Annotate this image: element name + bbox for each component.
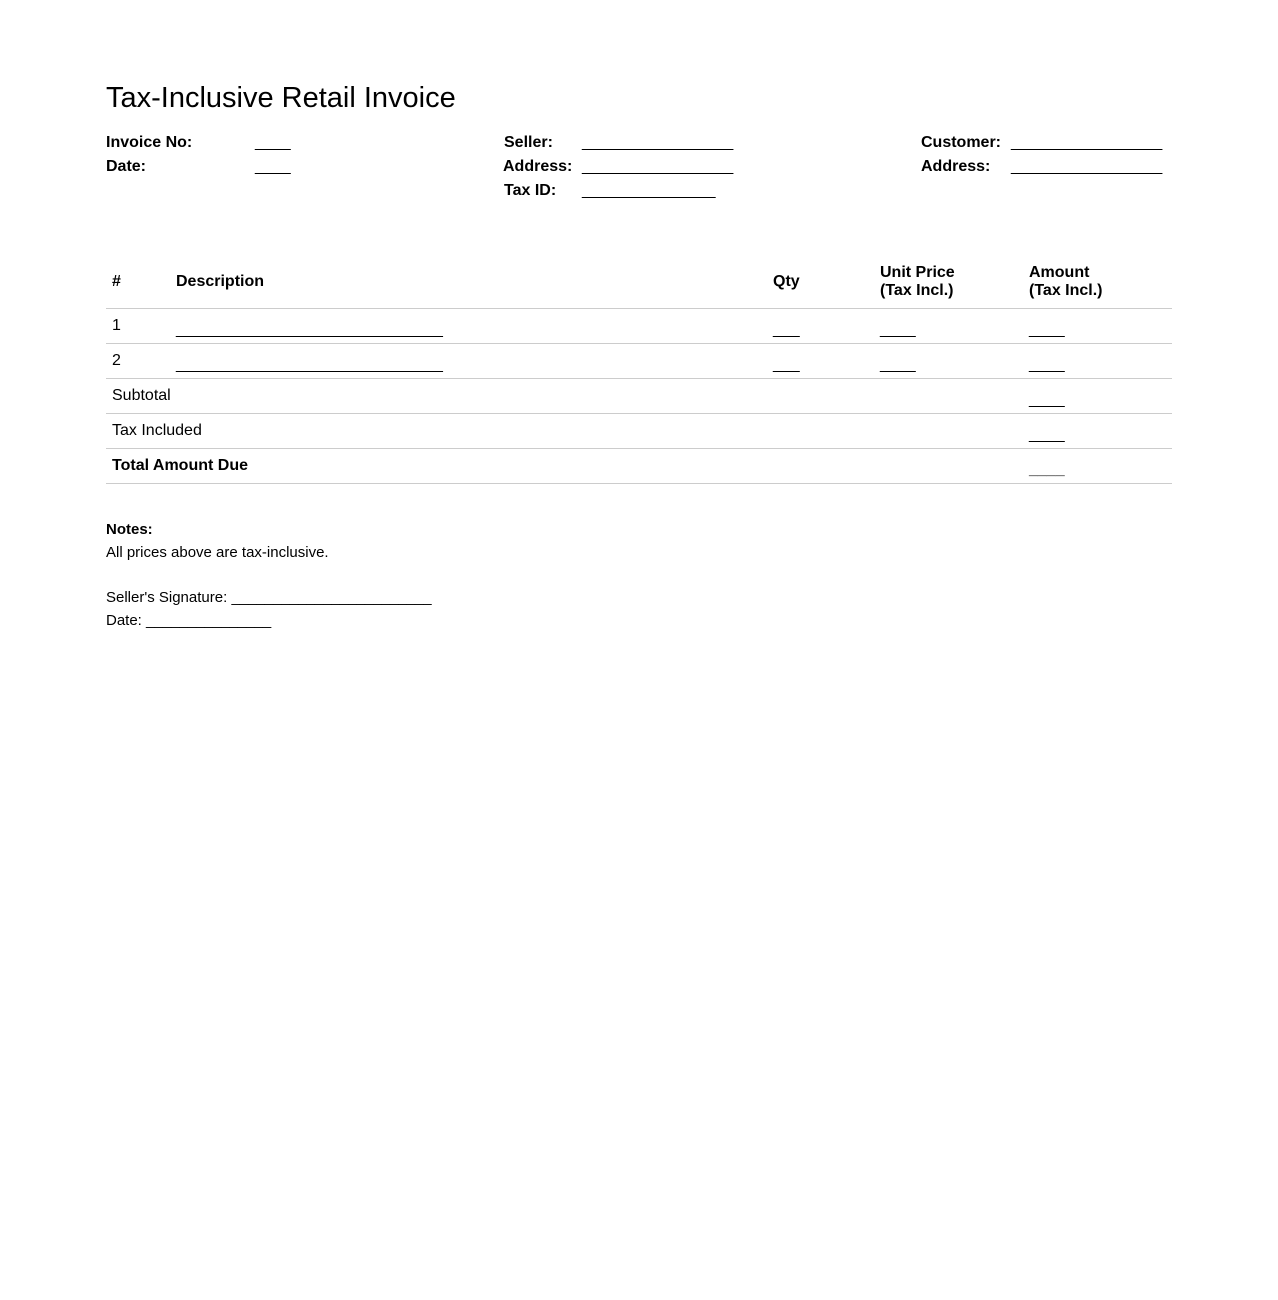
col-unit-price-line2: (Tax Incl.) — [880, 282, 954, 299]
customer-address-label: Address: — [921, 158, 991, 175]
row-num: 2 — [106, 344, 170, 379]
col-unit-price-line1: Unit Price — [880, 264, 955, 281]
total-label: Total Amount Due — [106, 449, 1023, 484]
total-row — [106, 449, 1172, 484]
col-num: # — [112, 273, 121, 290]
tax-label: Tax Included — [106, 414, 1023, 449]
seller-address-label: Address: — [503, 158, 573, 175]
amount-field[interactable]: ____ — [1029, 321, 1065, 338]
seller-label: Seller: — [504, 134, 553, 151]
signature-field[interactable]: ________________________ — [231, 589, 432, 606]
table-row — [106, 309, 1172, 344]
subtotal-label: Subtotal — [106, 379, 1023, 414]
col-amount-line2: (Tax Incl.) — [1029, 282, 1103, 299]
description-field[interactable]: ______________________________ — [176, 321, 443, 338]
signature-label: Seller's Signature: — [106, 589, 228, 606]
tax-row — [106, 414, 1172, 449]
invoice-no-field[interactable]: ____ — [255, 134, 291, 151]
unit-price-field[interactable]: ____ — [880, 321, 916, 338]
subtotal-row — [106, 379, 1172, 414]
tax-field[interactable]: ____ — [1029, 426, 1065, 443]
col-description: Description — [176, 273, 265, 290]
notes-section — [106, 518, 432, 632]
seller-address-field[interactable]: _________________ — [582, 158, 734, 175]
customer-field[interactable]: _________________ — [1011, 134, 1163, 151]
page-title: Tax-Inclusive Retail Invoice — [106, 82, 456, 114]
sign-date-field[interactable]: _______________ — [146, 612, 272, 629]
items-table — [106, 260, 1172, 484]
table-header-row — [106, 260, 1172, 309]
table-row — [106, 344, 1172, 379]
unit-price-field[interactable]: ____ — [880, 356, 916, 373]
subtotal-field[interactable]: ____ — [1029, 391, 1065, 408]
row-num: 1 — [106, 309, 170, 344]
col-amount — [1023, 260, 1172, 309]
description-field[interactable]: ______________________________ — [176, 356, 443, 373]
col-qty: Qty — [773, 273, 800, 290]
total-field[interactable]: ____ — [1029, 461, 1065, 478]
amount-field[interactable]: ____ — [1029, 356, 1065, 373]
seller-field[interactable]: _________________ — [582, 134, 734, 151]
tax-id-field[interactable]: _______________ — [582, 182, 716, 199]
qty-field[interactable]: ___ — [773, 356, 800, 373]
notes-text: All prices above are tax-inclusive. — [106, 544, 329, 561]
date-field[interactable]: ____ — [255, 158, 291, 175]
invoice-no-label: Invoice No: — [106, 134, 193, 151]
sign-date-label: Date: — [106, 612, 142, 629]
col-amount-line1: Amount — [1029, 264, 1090, 281]
qty-field[interactable]: ___ — [773, 321, 800, 338]
customer-address-field[interactable]: _________________ — [1011, 158, 1163, 175]
tax-id-label: Tax ID: — [504, 182, 557, 199]
col-unit-price — [874, 260, 1023, 309]
customer-label: Customer: — [921, 134, 1002, 151]
date-label: Date: — [106, 158, 147, 175]
notes-label: Notes: — [106, 521, 153, 538]
